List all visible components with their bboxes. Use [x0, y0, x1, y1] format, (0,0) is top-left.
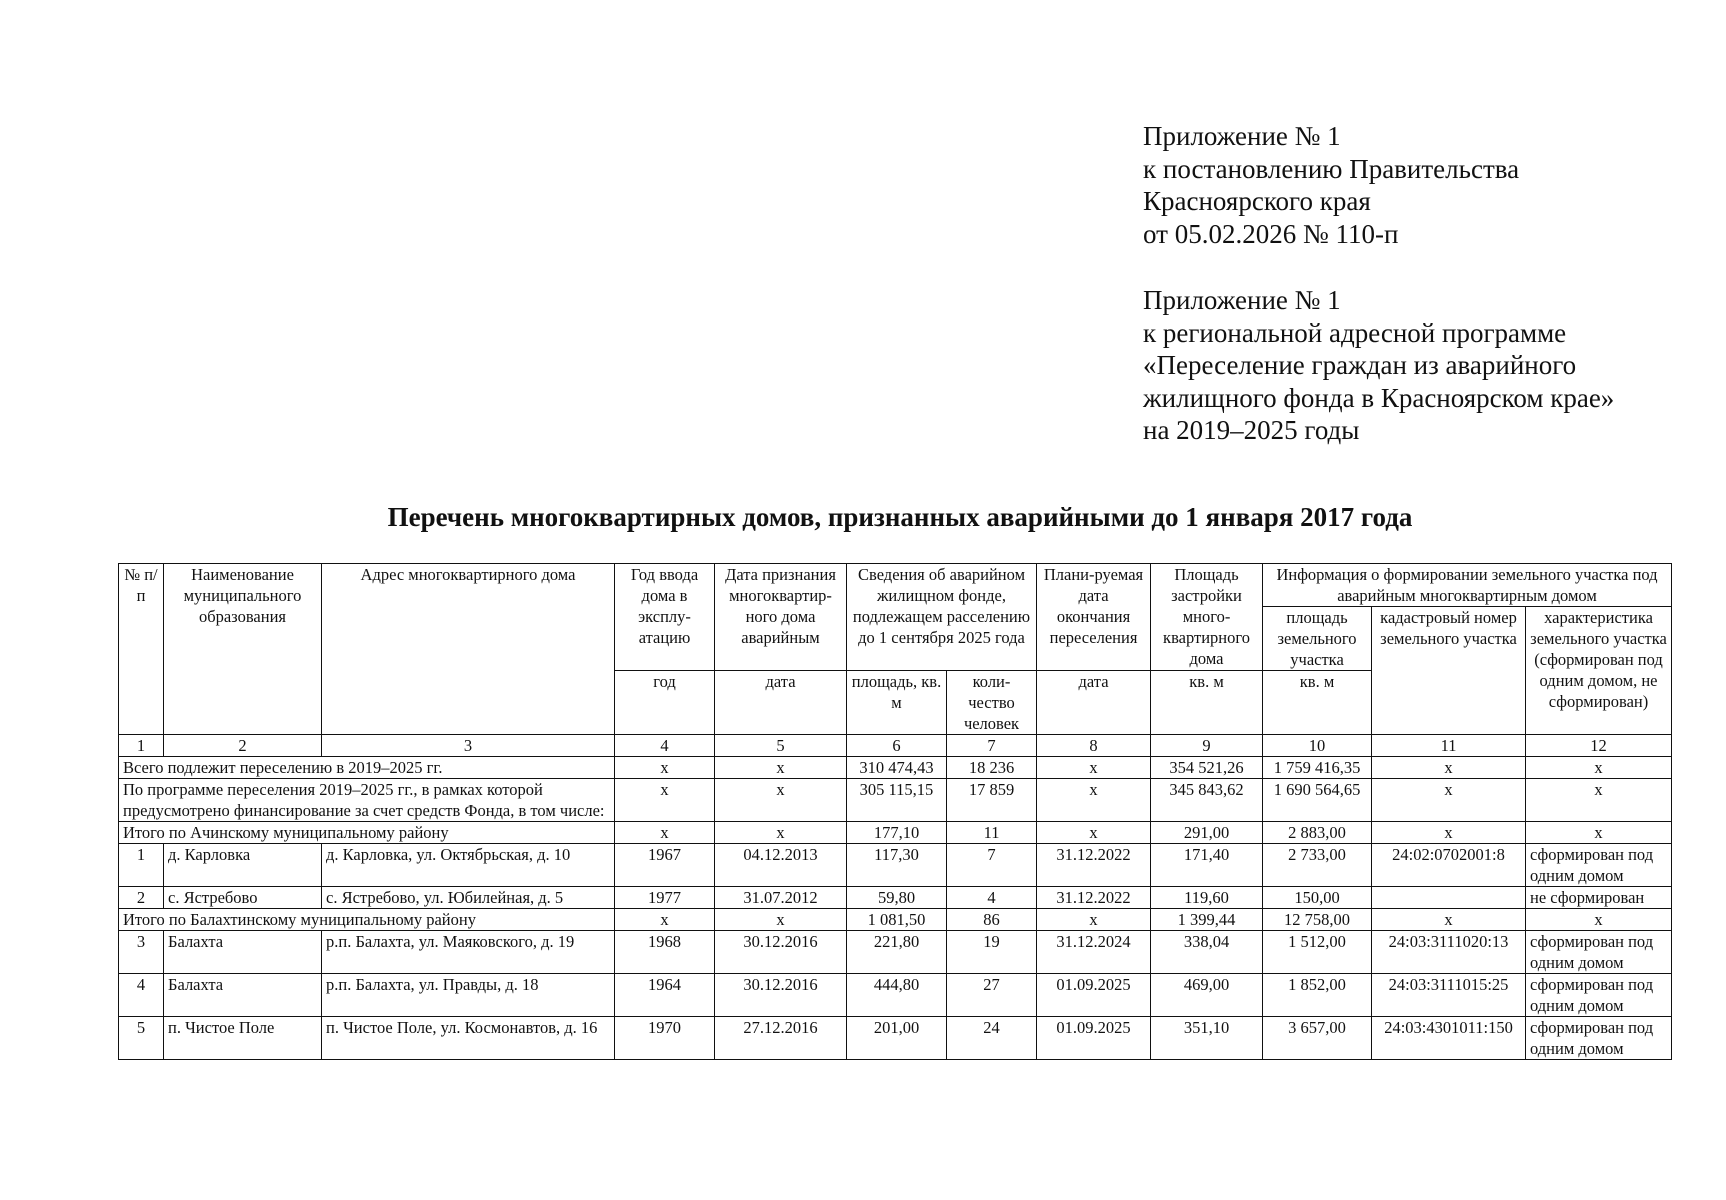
- header-year: Год ввода дома в эксплу-атацию: [615, 564, 715, 671]
- cell-cadastral: х: [1372, 757, 1526, 779]
- header-recognition-date: Дата признания многоквартир-ного дома аварийным: [715, 564, 847, 671]
- table-row: [119, 887, 1672, 909]
- column-number: 10: [1263, 735, 1372, 757]
- summary-row: [119, 757, 1672, 779]
- header-info: Сведения об аварийном жилищном фонде, подлежащем расселению до 1 сентября 2025 года: [847, 564, 1037, 671]
- header-address: Адрес многоквартирного дома: [322, 564, 615, 735]
- cell-year: 1964: [615, 974, 715, 1017]
- unit-people: коли-чество человек: [947, 671, 1037, 735]
- column-number: 7: [947, 735, 1037, 757]
- appendix-2-line: на 2019–2025 годы: [1143, 415, 1360, 445]
- cell-planned-date: 31.12.2022: [1037, 844, 1151, 887]
- header-cadastral: кадастровый номер земельного участка: [1372, 607, 1526, 735]
- cell-characteristic: сформирован под одним домом: [1526, 844, 1672, 887]
- row-label: Итого по Балахтинскому муниципальному району: [119, 909, 615, 931]
- cell-people: 19: [947, 931, 1037, 974]
- row-label: По программе переселения 2019–2025 гг., в рамках которой предусмотрено финансирование за счет средств Фонда, в том числе:: [119, 779, 615, 822]
- cell-year: 1970: [615, 1017, 715, 1060]
- cell-date: 30.12.2016: [715, 974, 847, 1017]
- cell-year: х: [615, 909, 715, 931]
- unit-area: площадь, кв. м: [847, 671, 947, 735]
- column-number: 1: [119, 735, 164, 757]
- column-number: 6: [847, 735, 947, 757]
- cell-planned-date: 31.12.2024: [1037, 931, 1151, 974]
- cell-area: 1 081,50: [847, 909, 947, 931]
- cell-characteristic: не сформирован: [1526, 887, 1672, 909]
- cell-people: 7: [947, 844, 1037, 887]
- appendix-1-line: Красноярского края: [1143, 186, 1371, 216]
- cell-planned-date: х: [1037, 757, 1151, 779]
- cell-people: 24: [947, 1017, 1037, 1060]
- cell-land-area: 1 852,00: [1263, 974, 1372, 1017]
- cell-cadastral: [1372, 887, 1526, 909]
- appendix-1-block: [1143, 120, 1519, 250]
- cell-building-area: 469,00: [1151, 974, 1263, 1017]
- cell-area: 201,00: [847, 1017, 947, 1060]
- cell-area: 305 115,15: [847, 779, 947, 822]
- cell-year: 1967: [615, 844, 715, 887]
- cell-building-area: 351,10: [1151, 1017, 1263, 1060]
- district-total-row: [119, 909, 1672, 931]
- cell-date: 31.07.2012: [715, 887, 847, 909]
- cell-municipality: с. Ястребово: [164, 887, 322, 909]
- cell-year: х: [615, 822, 715, 844]
- cell-characteristic: сформирован под одним домом: [1526, 974, 1672, 1017]
- cell-characteristic: х: [1526, 909, 1672, 931]
- header-characteristic: характеристика земельного участка (сформирован под одним домом, не сформирован): [1526, 607, 1672, 735]
- cell-cadastral: 24:03:3111020:13: [1372, 931, 1526, 974]
- cell-date: 04.12.2013: [715, 844, 847, 887]
- cell-year: 1968: [615, 931, 715, 974]
- cell-area: 177,10: [847, 822, 947, 844]
- table-row: [119, 974, 1672, 1017]
- cell-building-area: 291,00: [1151, 822, 1263, 844]
- cell-land-area: 1 690 564,65: [1263, 779, 1372, 822]
- cell-land-area: 2 733,00: [1263, 844, 1372, 887]
- appendix-2-line: «Переселение граждан из аварийного: [1143, 350, 1577, 380]
- cell-date: 27.12.2016: [715, 1017, 847, 1060]
- cell-municipality: Балахта: [164, 931, 322, 974]
- column-number: 9: [1151, 735, 1263, 757]
- cell-date: х: [715, 909, 847, 931]
- unit-year: год: [615, 671, 715, 735]
- cell-year: х: [615, 757, 715, 779]
- cell-land-area: 1 512,00: [1263, 931, 1372, 974]
- cell-date: х: [715, 822, 847, 844]
- cell-planned-date: 31.12.2022: [1037, 887, 1151, 909]
- appendix-2-line: Приложение № 1: [1143, 285, 1341, 315]
- cell-cadastral: 24:02:0702001:8: [1372, 844, 1526, 887]
- cell-num: 4: [119, 974, 164, 1017]
- cell-planned-date: х: [1037, 822, 1151, 844]
- cell-land-area: 2 883,00: [1263, 822, 1372, 844]
- cell-area: 221,80: [847, 931, 947, 974]
- cell-characteristic: х: [1526, 757, 1672, 779]
- row-label: Всего подлежит переселению в 2019–2025 гг.: [119, 757, 615, 779]
- cell-people: 86: [947, 909, 1037, 931]
- unit-date: дата: [715, 671, 847, 735]
- cell-address: р.п. Балахта, ул. Маяковского, д. 19: [322, 931, 615, 974]
- cell-characteristic: сформирован под одним домом: [1526, 1017, 1672, 1060]
- cell-building-area: 345 843,62: [1151, 779, 1263, 822]
- document-title: Перечень многоквартирных домов, признанных аварийными до 1 января 2017 года: [387, 502, 1413, 532]
- header-land-area: площадь земельного участка: [1263, 607, 1372, 671]
- unit-land-area: кв. м: [1263, 671, 1372, 735]
- cell-area: 59,80: [847, 887, 947, 909]
- cell-num: 3: [119, 931, 164, 974]
- cell-land-area: 1 759 416,35: [1263, 757, 1372, 779]
- cell-people: 17 859: [947, 779, 1037, 822]
- cell-num: 2: [119, 887, 164, 909]
- cell-building-area: 354 521,26: [1151, 757, 1263, 779]
- cell-year: х: [615, 779, 715, 822]
- cell-characteristic: х: [1526, 822, 1672, 844]
- column-number: 5: [715, 735, 847, 757]
- cell-cadastral: х: [1372, 909, 1526, 931]
- cell-municipality: Балахта: [164, 974, 322, 1017]
- cell-planned-date: х: [1037, 909, 1151, 931]
- column-number: 4: [615, 735, 715, 757]
- column-number: 11: [1372, 735, 1526, 757]
- cell-building-area: 119,60: [1151, 887, 1263, 909]
- column-number: 8: [1037, 735, 1151, 757]
- summary-row: [119, 779, 1672, 822]
- row-label: Итого по Ачинскому муниципальному району: [119, 822, 615, 844]
- cell-characteristic: сформирован под одним домом: [1526, 931, 1672, 974]
- cell-people: 11: [947, 822, 1037, 844]
- appendix-2-line: к региональной адресной программе: [1143, 317, 1567, 348]
- cell-cadastral: х: [1372, 822, 1526, 844]
- cell-people: 18 236: [947, 757, 1037, 779]
- column-number: 12: [1526, 735, 1672, 757]
- cell-area: 444,80: [847, 974, 947, 1017]
- header-building-area: Площадь застройки много-квартирного дома: [1151, 564, 1263, 671]
- table-row: [119, 844, 1672, 887]
- cell-address: р.п. Балахта, ул. Правды, д. 18: [322, 974, 615, 1017]
- cell-cadastral: х: [1372, 779, 1526, 822]
- district-total-row: [119, 822, 1672, 844]
- cell-area: 310 474,43: [847, 757, 947, 779]
- cell-characteristic: х: [1526, 779, 1672, 822]
- cell-address: с. Ястребово, ул. Юбилейная, д. 5: [322, 887, 615, 909]
- column-number: 3: [322, 735, 615, 757]
- cell-address: д. Карловка, ул. Октябрьская, д. 10: [322, 844, 615, 887]
- appendix-2-block: [1143, 284, 1614, 447]
- cell-land-area: 150,00: [1263, 887, 1372, 909]
- appendix-1-line: Приложение № 1: [1143, 121, 1341, 151]
- cell-building-area: 171,40: [1151, 844, 1263, 887]
- cell-building-area: 338,04: [1151, 931, 1263, 974]
- cell-num: 1: [119, 844, 164, 887]
- appendix-2-line: жилищного фонда в Красноярском крае»: [1143, 382, 1615, 413]
- cell-people: 27: [947, 974, 1037, 1017]
- appendix-1-line: от 05.02.2026 № 110-п: [1143, 218, 1399, 249]
- cell-land-area: 12 758,00: [1263, 909, 1372, 931]
- header-land-info: Информация о формировании земельного участка под аварийным многоквартирным домом: [1263, 564, 1672, 607]
- cell-land-area: 3 657,00: [1263, 1017, 1372, 1060]
- column-number-row: [119, 735, 1672, 757]
- cell-num: 5: [119, 1017, 164, 1060]
- cell-people: 4: [947, 887, 1037, 909]
- cell-planned-date: 01.09.2025: [1037, 974, 1151, 1017]
- cell-planned-date: х: [1037, 779, 1151, 822]
- houses-table: [118, 563, 1672, 1060]
- table-row: [119, 1017, 1672, 1060]
- cell-municipality: п. Чистое Поле: [164, 1017, 322, 1060]
- column-number: 2: [164, 735, 322, 757]
- header-municipality: Наименование муниципального образования: [164, 564, 322, 735]
- header-planned-date: Плани-руемая дата окончания переселения: [1037, 564, 1151, 671]
- cell-planned-date: 01.09.2025: [1037, 1017, 1151, 1060]
- unit-planned-date: дата: [1037, 671, 1151, 735]
- cell-cadastral: 24:03:4301011:150: [1372, 1017, 1526, 1060]
- cell-date: х: [715, 757, 847, 779]
- cell-cadastral: 24:03:3111015:25: [1372, 974, 1526, 1017]
- cell-date: х: [715, 779, 847, 822]
- cell-address: п. Чистое Поле, ул. Космонавтов, д. 16: [322, 1017, 615, 1060]
- unit-building-area: кв. м: [1151, 671, 1263, 735]
- cell-date: 30.12.2016: [715, 931, 847, 974]
- cell-year: 1977: [615, 887, 715, 909]
- cell-area: 117,30: [847, 844, 947, 887]
- table-row: [119, 931, 1672, 974]
- cell-municipality: д. Карловка: [164, 844, 322, 887]
- header-num: № п/п: [119, 564, 164, 735]
- appendix-1-line: к постановлению Правительства: [1143, 153, 1520, 184]
- cell-building-area: 1 399,44: [1151, 909, 1263, 931]
